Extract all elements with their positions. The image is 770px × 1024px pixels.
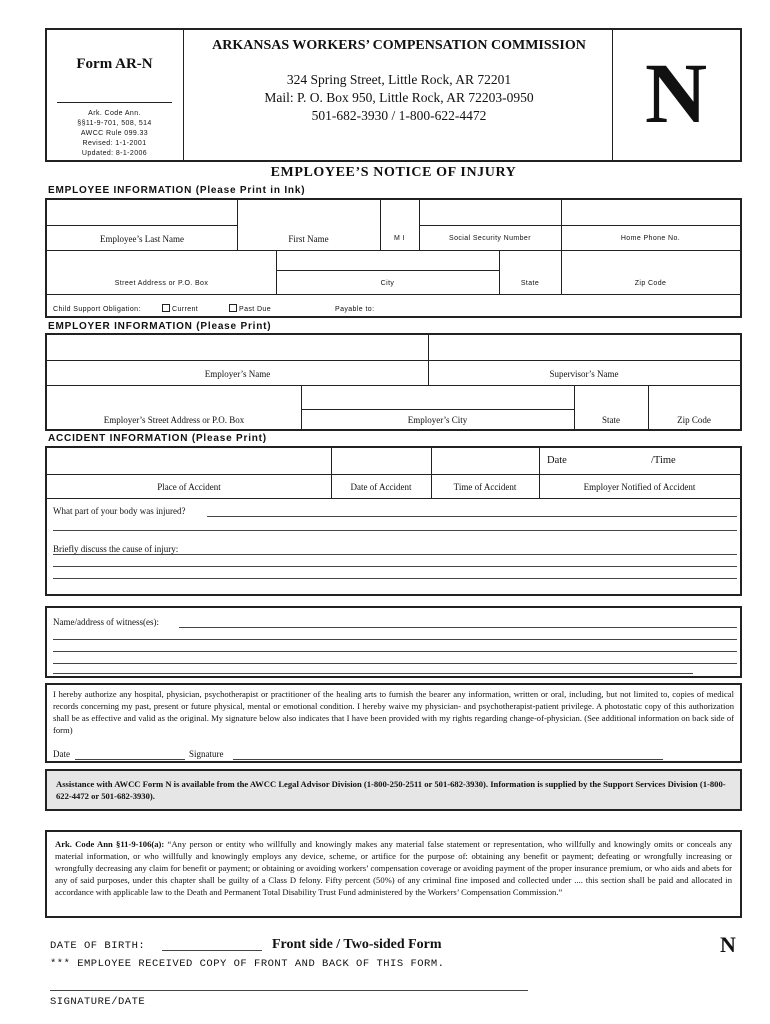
checkbox-icon <box>162 304 170 312</box>
current-checkbox[interactable] <box>162 304 198 313</box>
label-middle-initial: M I <box>394 235 405 242</box>
body-part-line[interactable] <box>207 516 737 517</box>
past-due-checkbox[interactable] <box>229 304 271 313</box>
statute-box <box>45 830 742 918</box>
label-state: State <box>520 280 540 287</box>
employer-section-heading: EMPLOYER INFORMATION (Please Print) <box>48 321 272 332</box>
accident-info-box <box>45 446 742 596</box>
cause-line[interactable] <box>53 554 737 555</box>
label-employer-state: State <box>602 415 620 425</box>
cause-line[interactable] <box>53 578 737 579</box>
form-letter: N <box>644 45 708 141</box>
label-date-of-birth: DATE OF BIRTH: <box>50 940 146 952</box>
statute-body: “Any person or entity who willfully and knowingly makes any material false statement or representation, who willfully and knowingly omits or conceals any material information, or who willfully and knowingly employs any device, scheme, or artifice for the purpose of: obtaining any benefit or payment; defeating or wrongfully increasing or wrongfully decreasing any claim for benefit or payment; or obtaining or avoiding workers’ compensation coverage or avoiding payment of the proper insurance premium, or who aids and abets for any of said purposes, under this chapter shall be guilty of a Class D felony. Fifty percent (50%) of any criminal fine imposed and collected under .... this section shall be paid and allocated in accordance with applicable law to the Death and Permanent Total Disability Trust Fund administered by the Workers’ Compensation Commission.” <box>55 839 732 897</box>
label-street-address: Street Address or P.O. Box <box>114 280 209 287</box>
form-title: EMPLOYEE’S NOTICE OF INJURY <box>270 165 517 180</box>
label-ssn: Social Security Number <box>449 235 531 242</box>
label-zip: Zip Code <box>634 280 667 287</box>
witness-line[interactable] <box>53 673 693 674</box>
form-id: Form AR-N <box>76 56 153 72</box>
label-city: City <box>380 280 395 287</box>
checkbox-icon <box>229 304 237 312</box>
ark-code-line: Updated: 8-1-2006 <box>81 150 148 157</box>
agency-phone: 501-682-3930 / 1-800-622-4472 <box>311 108 487 123</box>
witness-line[interactable] <box>53 651 737 652</box>
witness-box <box>45 606 742 678</box>
form-letter-panel <box>612 30 740 160</box>
front-side-note: Front side / Two-sided Form <box>272 937 442 952</box>
label-body-part: What part of your body was injured? <box>53 506 186 516</box>
ark-code-box <box>57 102 172 158</box>
label-employer-notified: Employer Notified of Accident <box>583 482 696 492</box>
label-employer-city: Employer’s City <box>407 415 468 425</box>
cause-line[interactable] <box>53 566 737 567</box>
label-child-support: Child Support Obligation: <box>53 306 141 313</box>
label-employer-zip: Zip Code <box>677 415 711 425</box>
label-time-of-accident: Time of Accident <box>453 482 517 492</box>
auth-date-line[interactable] <box>75 759 185 760</box>
ark-code-line: Ark. Code Ann. <box>88 110 141 117</box>
label-last-name: Employee’s Last Name <box>100 234 184 244</box>
received-copy-note: *** EMPLOYEE RECEIVED COPY OF FRONT AND BACK OF THIS FORM. <box>50 958 445 970</box>
body-part-line[interactable] <box>53 530 737 531</box>
label-employer-address: Employer’s Street Address or P.O. Box <box>103 415 245 425</box>
label-cause: Briefly discuss the cause of injury: <box>53 544 179 554</box>
footer-letter: N <box>720 932 736 957</box>
label-signature-date: SIGNATURE/DATE <box>50 996 146 1008</box>
label-payable-to: Payable to: <box>335 306 375 313</box>
label-place-of-accident: Place of Accident <box>157 482 221 492</box>
date-of-birth-line[interactable] <box>162 950 262 951</box>
witness-line[interactable] <box>179 627 737 628</box>
mail-address: Mail: P. O. Box 950, Little Rock, AR 72203-0950 <box>264 90 534 105</box>
current-label: Current <box>172 306 199 313</box>
witness-line[interactable] <box>53 663 737 664</box>
ark-code-line: AWCC Rule 099.33 <box>80 130 149 137</box>
employee-section-heading: EMPLOYEE INFORMATION (Please Print in Ink) <box>48 185 306 196</box>
label-auth-date: Date <box>53 749 70 759</box>
employee-signature-line[interactable] <box>50 990 528 991</box>
auth-signature-line[interactable] <box>233 759 663 760</box>
assistance-box: Assistance with AWCC Form N is available from the AWCC Legal Advisor Division (1-800-250-2511 or 501-682-3930). Information is supplied by the Support Services Division (1-800-622-4472 or 501-682-3930). <box>45 769 742 811</box>
past-due-label: Past Due <box>239 306 271 313</box>
employer-info-box <box>45 333 742 431</box>
witness-line[interactable] <box>53 639 737 640</box>
statute-text <box>55 838 732 898</box>
ark-code-line: Revised: 1-1-2001 <box>82 140 147 147</box>
label-notified-time: /Time <box>651 455 676 466</box>
label-auth-signature: Signature <box>189 749 224 759</box>
label-home-phone: Home Phone No. <box>620 235 681 242</box>
statute-lead: Ark. Code Ann §11-9-106(a): <box>55 839 165 849</box>
employee-info-box <box>45 198 742 318</box>
authorization-text: I hereby authorize any hospital, physician, psychotherapist or practitioner of the healing arts to furnish the bearer any information, written or oral, including, but not limited to, copies of medical records concerning my past, present or future physical, mental or emotional condition. I hereby waive my physician- and psychotherapist-patient privilege. A photostatic copy of this authorization shall be as effective and valid as the original. My signature below also indicates that I have been provided with my rights regarding change-of-physician. (See additional information on back side of form) <box>53 689 734 735</box>
form-id-panel <box>47 30 184 160</box>
label-first-name: First Name <box>288 234 329 244</box>
agency-name: ARKANSAS WORKERS’ COMPENSATION COMMISSION <box>212 38 586 53</box>
label-witnesses: Name/address of witness(es): <box>53 617 159 627</box>
form-header <box>45 28 742 162</box>
label-date-of-accident: Date of Accident <box>350 482 412 492</box>
street-address: 324 Spring Street, Little Rock, AR 72201 <box>286 72 512 87</box>
label-notified-date: Date <box>547 455 567 466</box>
authorization-box <box>45 683 742 763</box>
label-supervisor-name: Supervisor’s Name <box>549 369 619 379</box>
ark-code-line: §§11-9-701, 508, 514 <box>77 120 152 127</box>
label-employer-name: Employer’s Name <box>204 369 271 379</box>
accident-section-heading: ACCIDENT INFORMATION (Please Print) <box>48 433 267 444</box>
